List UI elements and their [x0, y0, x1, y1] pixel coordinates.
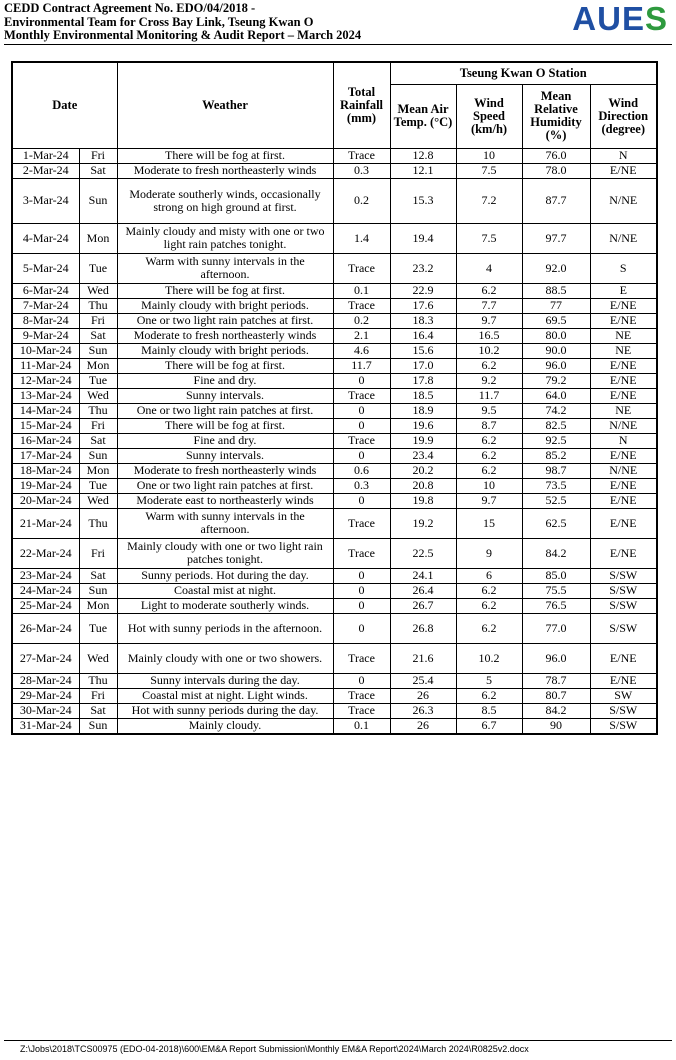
cell-weather: Mainly cloudy with one or two showers. [117, 643, 333, 673]
cell-rain: 0.3 [333, 478, 390, 493]
table-row [12, 223, 657, 253]
cell-wind: 9.7 [456, 313, 522, 328]
cell-wind: 6.2 [456, 688, 522, 703]
cell-rain: 0 [333, 493, 390, 508]
cell-date: 3-Mar-24 [12, 178, 79, 223]
cell-dir: S/SW [590, 568, 657, 583]
table-row [12, 643, 657, 673]
cell-wind: 6.2 [456, 463, 522, 478]
cell-rain: 0 [333, 373, 390, 388]
cell-hum: 85.0 [522, 568, 590, 583]
cell-weather: Mainly cloudy and misty with one or two light rain patches tonight. [117, 223, 333, 253]
cell-hum: 77.0 [522, 613, 590, 643]
table-row [12, 463, 657, 478]
cell-weather: Moderate southerly winds, occasionally strong on high ground at first. [117, 178, 333, 223]
cell-rain: 0 [333, 598, 390, 613]
cell-day: Tue [79, 478, 117, 493]
cell-dir: E/NE [590, 373, 657, 388]
cell-rain: 0 [333, 583, 390, 598]
cell-dir: E/NE [590, 508, 657, 538]
cell-dir: E/NE [590, 448, 657, 463]
table-row [12, 673, 657, 688]
cell-temp: 26.3 [390, 703, 456, 718]
weather-table-body [12, 148, 657, 734]
cell-date: 20-Mar-24 [12, 493, 79, 508]
cell-wind: 7.7 [456, 298, 522, 313]
cell-temp: 17.0 [390, 358, 456, 373]
cell-weather: Mainly cloudy. [117, 718, 333, 734]
cell-wind: 6.2 [456, 583, 522, 598]
cell-rain: 2.1 [333, 328, 390, 343]
cell-day: Sat [79, 163, 117, 178]
cell-date: 5-Mar-24 [12, 253, 79, 283]
cell-dir: E/NE [590, 313, 657, 328]
table-row [12, 538, 657, 568]
table-row [12, 388, 657, 403]
cell-date: 8-Mar-24 [12, 313, 79, 328]
cell-dir: E/NE [590, 493, 657, 508]
cell-hum: 96.0 [522, 358, 590, 373]
cell-weather: Hot with sunny periods during the day. [117, 703, 333, 718]
cell-dir: N/NE [590, 418, 657, 433]
cell-dir: E/NE [590, 538, 657, 568]
cell-date: 9-Mar-24 [12, 328, 79, 343]
cell-hum: 73.5 [522, 478, 590, 493]
cell-date: 28-Mar-24 [12, 673, 79, 688]
cell-wind: 6.2 [456, 358, 522, 373]
cell-weather: Fine and dry. [117, 373, 333, 388]
cell-temp: 12.8 [390, 148, 456, 163]
cell-day: Sun [79, 343, 117, 358]
cell-dir: NE [590, 343, 657, 358]
cell-day: Sun [79, 178, 117, 223]
cell-wind: 6.2 [456, 433, 522, 448]
cell-date: 29-Mar-24 [12, 688, 79, 703]
table-row [12, 613, 657, 643]
cell-hum: 97.7 [522, 223, 590, 253]
cell-hum: 80.7 [522, 688, 590, 703]
cell-dir: N/NE [590, 223, 657, 253]
cell-rain: Trace [333, 388, 390, 403]
cell-temp: 18.5 [390, 388, 456, 403]
cell-hum: 98.7 [522, 463, 590, 478]
cell-temp: 17.6 [390, 298, 456, 313]
cell-day: Sat [79, 328, 117, 343]
table-row [12, 148, 657, 163]
cell-temp: 18.9 [390, 403, 456, 418]
cell-wind: 10.2 [456, 343, 522, 358]
cell-hum: 87.7 [522, 178, 590, 223]
cell-hum: 75.5 [522, 583, 590, 598]
cell-wind: 7.5 [456, 163, 522, 178]
cell-day: Mon [79, 358, 117, 373]
cell-weather: One or two light rain patches at first. [117, 403, 333, 418]
table-row [12, 718, 657, 734]
cell-weather: Mainly cloudy with bright periods. [117, 298, 333, 313]
cell-dir: N [590, 433, 657, 448]
cell-day: Sun [79, 583, 117, 598]
cell-temp: 19.8 [390, 493, 456, 508]
cell-wind: 9 [456, 538, 522, 568]
header-temp: Mean Air Temp. (°C) [390, 84, 456, 148]
cell-dir: NE [590, 328, 657, 343]
cell-hum: 84.2 [522, 538, 590, 568]
header-wind-direction: Wind Direction (degree) [590, 84, 657, 148]
cell-hum: 78.0 [522, 163, 590, 178]
cell-date: 1-Mar-24 [12, 148, 79, 163]
table-row [12, 403, 657, 418]
cell-day: Thu [79, 673, 117, 688]
cell-rain: Trace [333, 298, 390, 313]
table-row [12, 328, 657, 343]
cell-temp: 22.9 [390, 283, 456, 298]
cell-wind: 10.2 [456, 643, 522, 673]
cell-dir: NE [590, 403, 657, 418]
cell-date: 12-Mar-24 [12, 373, 79, 388]
cell-hum: 92.0 [522, 253, 590, 283]
cell-dir: N/NE [590, 178, 657, 223]
cell-temp: 26 [390, 718, 456, 734]
cell-wind: 6.2 [456, 448, 522, 463]
cell-day: Sat [79, 568, 117, 583]
header-contract-line: CEDD Contract Agreement No. EDO/04/2018 - [4, 1, 256, 15]
cell-wind: 5 [456, 673, 522, 688]
cell-weather: Warm with sunny intervals in the afternoon. [117, 508, 333, 538]
cell-weather: Warm with sunny intervals in the afternoon. [117, 253, 333, 283]
header-rainfall: Total Rainfall (mm) [333, 62, 390, 148]
cell-date: 23-Mar-24 [12, 568, 79, 583]
cell-date: 31-Mar-24 [12, 718, 79, 734]
cell-date: 13-Mar-24 [12, 388, 79, 403]
cell-rain: 0.2 [333, 313, 390, 328]
cell-hum: 90.0 [522, 343, 590, 358]
cell-rain: Trace [333, 148, 390, 163]
cell-hum: 76.0 [522, 148, 590, 163]
cell-hum: 96.0 [522, 643, 590, 673]
table-row [12, 478, 657, 493]
cell-day: Mon [79, 598, 117, 613]
cell-weather: Sunny intervals. [117, 388, 333, 403]
table-row [12, 448, 657, 463]
cell-dir: E/NE [590, 358, 657, 373]
cell-wind: 11.7 [456, 388, 522, 403]
cell-rain: Trace [333, 688, 390, 703]
cell-hum: 77 [522, 298, 590, 313]
cell-temp: 19.9 [390, 433, 456, 448]
cell-dir: E/NE [590, 298, 657, 313]
cell-temp: 20.2 [390, 463, 456, 478]
cell-temp: 12.1 [390, 163, 456, 178]
cell-hum: 88.5 [522, 283, 590, 298]
cell-temp: 26 [390, 688, 456, 703]
cell-rain: 0.3 [333, 163, 390, 178]
cell-date: 10-Mar-24 [12, 343, 79, 358]
cell-temp: 16.4 [390, 328, 456, 343]
table-row [12, 418, 657, 433]
cell-day: Thu [79, 403, 117, 418]
cell-day: Sun [79, 448, 117, 463]
table-row [12, 358, 657, 373]
cell-rain: Trace [333, 703, 390, 718]
cell-date: 15-Mar-24 [12, 418, 79, 433]
cell-day: Mon [79, 223, 117, 253]
cell-day: Thu [79, 298, 117, 313]
table-row [12, 703, 657, 718]
cell-date: 17-Mar-24 [12, 448, 79, 463]
cell-dir: E [590, 283, 657, 298]
cell-day: Wed [79, 493, 117, 508]
cell-temp: 26.8 [390, 613, 456, 643]
cell-date: 30-Mar-24 [12, 703, 79, 718]
cell-temp: 25.4 [390, 673, 456, 688]
cell-hum: 69.5 [522, 313, 590, 328]
cell-weather: Moderate to fresh northeasterly winds [117, 163, 333, 178]
cell-rain: 4.6 [333, 343, 390, 358]
cell-day: Sat [79, 703, 117, 718]
document-header [4, 2, 672, 44]
table-row [12, 178, 657, 223]
cell-rain: 0 [333, 403, 390, 418]
cell-weather: One or two light rain patches at first. [117, 478, 333, 493]
cell-dir: E/NE [590, 673, 657, 688]
cell-day: Fri [79, 418, 117, 433]
footer-file-path: Z:\Jobs\2018\TCS00975 (EDO-04-2018)\600\EM&A Report Submission\Monthly EM&A Report\2024\March 2024\R0825v2.docx [20, 1044, 529, 1054]
cell-date: 16-Mar-24 [12, 433, 79, 448]
cell-rain: Trace [333, 433, 390, 448]
cell-weather: Coastal mist at night. [117, 583, 333, 598]
cell-day: Sun [79, 718, 117, 734]
table-row [12, 343, 657, 358]
cell-rain: Trace [333, 508, 390, 538]
table-row [12, 313, 657, 328]
cell-hum: 90 [522, 718, 590, 734]
cell-rain: 11.7 [333, 358, 390, 373]
cell-temp: 23.2 [390, 253, 456, 283]
cell-wind: 7.2 [456, 178, 522, 223]
cell-wind: 6 [456, 568, 522, 583]
cell-hum: 64.0 [522, 388, 590, 403]
cell-day: Fri [79, 148, 117, 163]
cell-weather: Moderate east to northeasterly winds [117, 493, 333, 508]
table-row [12, 163, 657, 178]
logo-text-aue: AUE [572, 0, 645, 37]
cell-temp: 23.4 [390, 448, 456, 463]
cell-date: 24-Mar-24 [12, 583, 79, 598]
cell-temp: 19.6 [390, 418, 456, 433]
cell-wind: 9.2 [456, 373, 522, 388]
table-row [12, 283, 657, 298]
header-humidity: Mean Relative Humidity (%) [522, 84, 590, 148]
header-date: Date [12, 62, 117, 148]
footer-divider [4, 1040, 672, 1041]
cell-date: 2-Mar-24 [12, 163, 79, 178]
cell-day: Wed [79, 643, 117, 673]
cell-date: 14-Mar-24 [12, 403, 79, 418]
logo-text-s: S [644, 0, 668, 37]
cell-hum: 52.5 [522, 493, 590, 508]
table-row [12, 598, 657, 613]
cell-day: Tue [79, 373, 117, 388]
cell-date: 22-Mar-24 [12, 538, 79, 568]
cell-temp: 26.7 [390, 598, 456, 613]
cell-rain: 0.6 [333, 463, 390, 478]
cell-rain: Trace [333, 253, 390, 283]
cell-hum: 76.5 [522, 598, 590, 613]
cell-hum: 92.5 [522, 433, 590, 448]
cell-dir: S/SW [590, 583, 657, 598]
cell-wind: 16.5 [456, 328, 522, 343]
cell-day: Wed [79, 283, 117, 298]
cell-hum: 79.2 [522, 373, 590, 388]
cell-rain: 0 [333, 613, 390, 643]
cell-date: 18-Mar-24 [12, 463, 79, 478]
cell-weather: Sunny periods. Hot during the day. [117, 568, 333, 583]
cell-wind: 7.5 [456, 223, 522, 253]
cell-wind: 10 [456, 148, 522, 163]
cell-wind: 8.7 [456, 418, 522, 433]
cell-day: Tue [79, 253, 117, 283]
cell-weather: There will be fog at first. [117, 418, 333, 433]
cell-wind: 9.5 [456, 403, 522, 418]
cell-weather: One or two light rain patches at first. [117, 313, 333, 328]
cell-weather: Coastal mist at night. Light winds. [117, 688, 333, 703]
cell-temp: 15.3 [390, 178, 456, 223]
cell-day: Fri [79, 538, 117, 568]
cell-weather: Hot with sunny periods in the afternoon. [117, 613, 333, 643]
cell-day: Fri [79, 688, 117, 703]
cell-rain: Trace [333, 538, 390, 568]
cell-day: Mon [79, 463, 117, 478]
cell-rain: Trace [333, 643, 390, 673]
cell-weather: Moderate to fresh northeasterly winds [117, 328, 333, 343]
cell-wind: 6.7 [456, 718, 522, 734]
cell-wind: 8.5 [456, 703, 522, 718]
cell-temp: 24.1 [390, 568, 456, 583]
cell-date: 27-Mar-24 [12, 643, 79, 673]
cell-day: Sat [79, 433, 117, 448]
cell-dir: E/NE [590, 643, 657, 673]
cell-date: 26-Mar-24 [12, 613, 79, 643]
cell-rain: 0.1 [333, 283, 390, 298]
cell-temp: 21.6 [390, 643, 456, 673]
header-team-line: Environmental Team for Cross Bay Link, Tseung Kwan O [4, 14, 314, 29]
cell-temp: 15.6 [390, 343, 456, 358]
header-divider [4, 44, 672, 45]
table-row [12, 373, 657, 388]
cell-date: 7-Mar-24 [12, 298, 79, 313]
cell-temp: 17.8 [390, 373, 456, 388]
cell-hum: 74.2 [522, 403, 590, 418]
cell-wind: 15 [456, 508, 522, 538]
cell-wind: 10 [456, 478, 522, 493]
cell-date: 4-Mar-24 [12, 223, 79, 253]
cell-weather: There will be fog at first. [117, 148, 333, 163]
table-row [12, 688, 657, 703]
aues-logo [572, 2, 668, 36]
cell-dir: S/SW [590, 718, 657, 734]
cell-dir: N [590, 148, 657, 163]
cell-rain: 0 [333, 568, 390, 583]
weather-table [11, 61, 658, 735]
table-row [12, 253, 657, 283]
header-weather: Weather [117, 62, 333, 148]
cell-temp: 19.2 [390, 508, 456, 538]
cell-dir: E/NE [590, 388, 657, 403]
cell-rain: 0.2 [333, 178, 390, 223]
cell-weather: Sunny intervals during the day. [117, 673, 333, 688]
cell-hum: 62.5 [522, 508, 590, 538]
cell-wind: 6.2 [456, 613, 522, 643]
cell-dir: S/SW [590, 598, 657, 613]
cell-wind: 6.2 [456, 598, 522, 613]
cell-weather: There will be fog at first. [117, 358, 333, 373]
header-wind-speed: Wind Speed (km/h) [456, 84, 522, 148]
cell-rain: 0 [333, 418, 390, 433]
cell-hum: 82.5 [522, 418, 590, 433]
cell-temp: 18.3 [390, 313, 456, 328]
cell-hum: 84.2 [522, 703, 590, 718]
cell-rain: 1.4 [333, 223, 390, 253]
cell-date: 6-Mar-24 [12, 283, 79, 298]
table-row [12, 583, 657, 598]
table-row [12, 493, 657, 508]
cell-dir: E/NE [590, 478, 657, 493]
cell-hum: 78.7 [522, 673, 590, 688]
cell-weather: There will be fog at first. [117, 283, 333, 298]
table-row [12, 298, 657, 313]
cell-weather: Light to moderate southerly winds. [117, 598, 333, 613]
cell-hum: 85.2 [522, 448, 590, 463]
cell-temp: 22.5 [390, 538, 456, 568]
cell-weather: Mainly cloudy with bright periods. [117, 343, 333, 358]
cell-wind: 9.7 [456, 493, 522, 508]
cell-wind: 6.2 [456, 283, 522, 298]
cell-dir: S [590, 253, 657, 283]
cell-dir: S/SW [590, 613, 657, 643]
cell-weather: Fine and dry. [117, 433, 333, 448]
cell-day: Wed [79, 388, 117, 403]
header-station: Tseung Kwan O Station [390, 62, 657, 84]
cell-dir: E/NE [590, 163, 657, 178]
cell-rain: 0 [333, 448, 390, 463]
table-row [12, 433, 657, 448]
table-row [12, 508, 657, 538]
cell-day: Thu [79, 508, 117, 538]
cell-hum: 80.0 [522, 328, 590, 343]
cell-weather: Mainly cloudy with one or two light rain patches tonight. [117, 538, 333, 568]
cell-weather: Moderate to fresh northeasterly winds [117, 463, 333, 478]
cell-dir: N/NE [590, 463, 657, 478]
cell-temp: 20.8 [390, 478, 456, 493]
cell-date: 19-Mar-24 [12, 478, 79, 493]
cell-rain: 0 [333, 673, 390, 688]
header-report-line: Monthly Environmental Monitoring & Audit Report – March 2024 [4, 28, 362, 42]
cell-dir: S/SW [590, 703, 657, 718]
cell-day: Fri [79, 313, 117, 328]
cell-temp: 26.4 [390, 583, 456, 598]
table-row [12, 568, 657, 583]
cell-rain: 0.1 [333, 718, 390, 734]
cell-day: Tue [79, 613, 117, 643]
cell-date: 21-Mar-24 [12, 508, 79, 538]
cell-date: 25-Mar-24 [12, 598, 79, 613]
cell-dir: SW [590, 688, 657, 703]
cell-temp: 19.4 [390, 223, 456, 253]
cell-weather: Sunny intervals. [117, 448, 333, 463]
cell-date: 11-Mar-24 [12, 358, 79, 373]
cell-wind: 4 [456, 253, 522, 283]
